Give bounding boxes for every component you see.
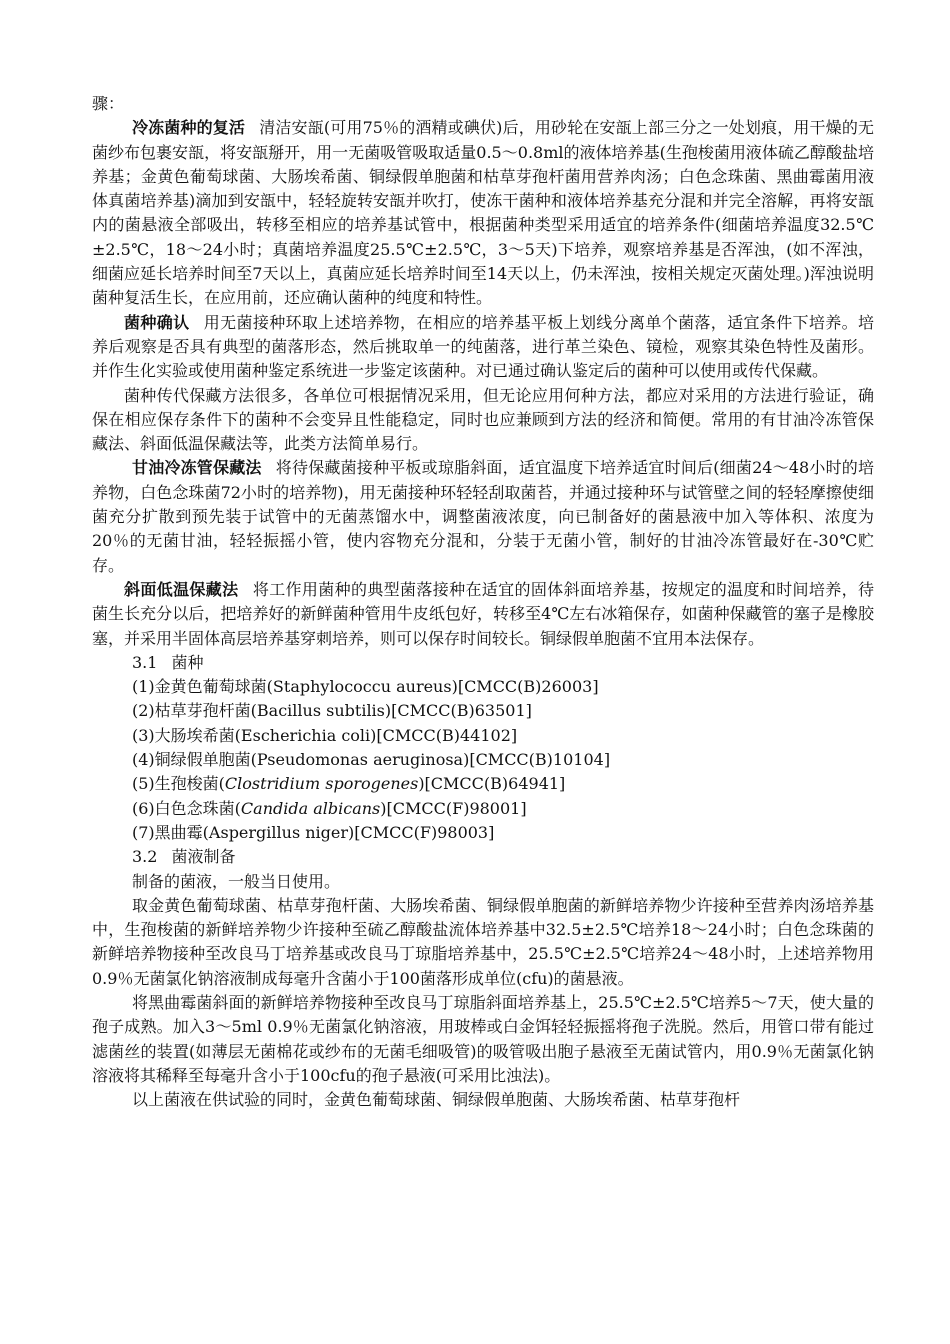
strain-latin-name: Escherichia coli (240, 725, 371, 745)
section-title: 菌液制备 (171, 847, 236, 867)
section-3-1 (92, 651, 874, 675)
strain-latin-name: Aspergillus niger (208, 822, 349, 842)
strain-chinese-name: (5)生孢梭菌( (132, 774, 225, 794)
paragraph-slant (92, 578, 874, 651)
strain-list (92, 675, 874, 845)
heading-confirm: 菌种确认 (124, 312, 190, 332)
paragraph-methods: 菌种传代保藏方法很多，各单位可根据情况采用，但无论应用何种方法，都应对采用的方法进行验证，确保在相应保存条件下的菌种不会变异且性能稳定，同时也应兼顾到方法的经济和简便。常用的有甘油冷冻管保藏法、斜面低温保藏法等，此类方法简单易行。 (92, 385, 874, 454)
strain-code: )[CMCC(B)10104] (463, 750, 611, 770)
strain-item (132, 821, 874, 845)
paragraph-niger: 将黑曲霉菌斜面的新鲜培养物接种至改良马丁琼脂斜面培养基上，25.5℃±2.5℃培养5～7天，使大量的孢子成熟。加入3～5ml 0.9％无菌氯化钠溶液，用玻棒或白金饵轻轻振摇将孢子洗脱。然后，用管口带有能过滤菌丝的装置(如薄层无菌棉花或纱布的无菌毛细吸管)的吸管吸出胞子悬液至无菌试管内，用0.9％无菌氯化钠溶液将其稀释至每毫升含小于100cfu的孢子悬液(可采用比浊法)。 (92, 992, 874, 1085)
strain-chinese-name: (2)枯草芽孢杆菌( (132, 701, 257, 721)
strain-latin-name: Staphylococcu aureus (272, 677, 452, 697)
strain-code: )[CMCC(B)26003] (451, 677, 599, 697)
strain-chinese-name: (3)大肠埃希菌( (132, 725, 241, 745)
heading-slant: 斜面低温保藏法 (124, 579, 239, 599)
paragraph-sameday: 制备的菌液，一般当日使用。 (132, 871, 341, 891)
strain-latin-name: Clostridium sporogenes (224, 774, 419, 794)
strain-item (132, 797, 874, 821)
paragraph-bacteria: 取金黄色葡萄球菌、枯草芽孢杆菌、大肠埃希菌、铜绿假单胞菌的新鲜培养物少许接种至营养肉汤培养基中，生孢梭菌的新鲜培养物少许接种至硫乙醇酸盐流体培养基中32.5±2.5℃培养18～24小时；白色念珠菌的新鲜培养物接种至改良马丁培养基或改良马丁琼脂培养基中，25.5℃±2.5℃培养24～48小时，上述培养物用0.9％无菌氯化钠溶液制成每毫升含菌小于100菌落形成单位(cfu)的菌悬液。 (92, 895, 874, 988)
body-confirm: 用无菌接种环取上述培养物，在相应的培养基平板上划线分离单个菌落，适宜条件下培养。培养后观察是否具有典型的菌落形态，然后挑取单一的纯菌落，进行革兰染色、镜检，观察其染色特性及菌形。并作生化实验或使用菌种鉴定系统进一步鉴定该菌种。对已通过确认鉴定后的菌种可以使用或传代保藏。 (92, 312, 874, 381)
body-glycerol: 将待保藏菌接种平板或琼脂斜面，适宜温度下培养适宜时间后(细菌24～48小时的培养物，白色念珠菌72小时的培养物)，用无菌接种环轻轻刮取菌苔，并通过接种环与试管壁之间的轻轻摩擦使细菌充分扩散到预先装于试管中的无菌蒸馏水中，调整菌液浓度，向已制备好的菌悬液中加入等体积、浓度为20％的无菌甘油，轻轻振摇小管，使内容物充分混和，分装于无菌小管，制好的甘油冷冻管最好在-30℃贮存。 (92, 458, 874, 575)
document-page (92, 92, 874, 1112)
strain-code: )[CMCC(B)63501] (384, 701, 532, 721)
strain-latin-name: Bacillus subtilis (256, 701, 385, 721)
body-revival: 清洁安瓿(可用75％的酒精或碘伏)后，用砂轮在安瓿上部三分之一处划痕，用干燥的无菌纱布包裹安瓿，将安瓿掰开，用一无菌吸管吸取适量0.5～0.8ml的液体培养基(生孢梭菌用液体硫乙醇酸盐培养基；金黄色葡萄球菌、大肠埃希菌、铜绿假单胞菌和枯草芽孢杆菌用营养肉汤；白色念珠菌、黑曲霉菌用液体真菌培养基)滴加到安瓿中，轻轻旋转安瓿并吹打，使冻干菌种和液体培养基充分混和并完全溶解，再将安瓿内的菌悬液全部吸出，转移至相应的培养基试管中，根据菌种类型采用适宜的培养条件(细菌培养温度32.5℃±2.5℃，18～24小时；真菌培养温度25.5℃±2.5℃，3～5天)下培养，观察培养基是否浑浊，(如不浑浊，细菌应延长培养时间至7天以上，真菌应延长培养时间至14天以上，仍未浑浊，按相关规定灭菌处理。)浑浊说明菌种复活生长，在应用前，还应确认菌种的纯度和特性。 (92, 118, 874, 308)
section-number: 3.1 (132, 652, 158, 672)
strain-code: )[CMCC(F)98001] (380, 798, 527, 818)
strain-chinese-name: (4)铜绿假单胞菌( (132, 750, 257, 770)
section-number: 3.2 (132, 847, 158, 867)
body-slant: 将工作用菌种的典型菌落接种在适宜的固体斜面培养基，按规定的温度和时间培养，待菌生长充分以后，把培养好的新鲜菌种管用牛皮纸包好，转移至4℃左右冰箱保存，如菌种保藏管的塞子是橡胶塞，并采用半固体高层培养基穿刺培养，则可以保存时间较长。铜绿假单胞菌不宜用本法保存。 (92, 579, 874, 648)
strain-chinese-name: (7)黑曲霉( (132, 822, 209, 842)
strain-code: )[CMCC(B)44102] (370, 725, 518, 745)
strain-item (132, 675, 874, 699)
heading-glycerol: 甘油冷冻管保藏法 (132, 458, 262, 478)
section-3-2 (92, 845, 874, 869)
strain-latin-name: Pseudomonas aeruginosa (256, 750, 464, 770)
paragraph-confirm (92, 311, 874, 384)
strain-chinese-name: (6)白色念珠菌( (132, 798, 241, 818)
strain-item (132, 772, 874, 796)
strain-code: )[CMCC(F)98003] (348, 822, 495, 842)
paragraph-revival (92, 116, 874, 310)
strain-latin-name: Candida albicans (240, 798, 381, 818)
paragraph-glycerol (92, 456, 874, 577)
strain-item (132, 748, 874, 772)
section-title: 菌种 (171, 652, 204, 672)
strain-chinese-name: (1)金黄色葡萄球菌( (132, 677, 273, 697)
heading-revival: 冷冻菌种的复活 (132, 118, 246, 138)
strain-item (132, 724, 874, 748)
strain-code: )[CMCC(B)64941] (418, 774, 566, 794)
strain-item (132, 699, 874, 723)
lead-text: 骤： (92, 94, 125, 113)
paragraph-last: 以上菌液在供试验的同时，金黄色葡萄球菌、铜绿假单胞菌、大肠埃希菌、枯草芽孢杆 (132, 1090, 741, 1110)
